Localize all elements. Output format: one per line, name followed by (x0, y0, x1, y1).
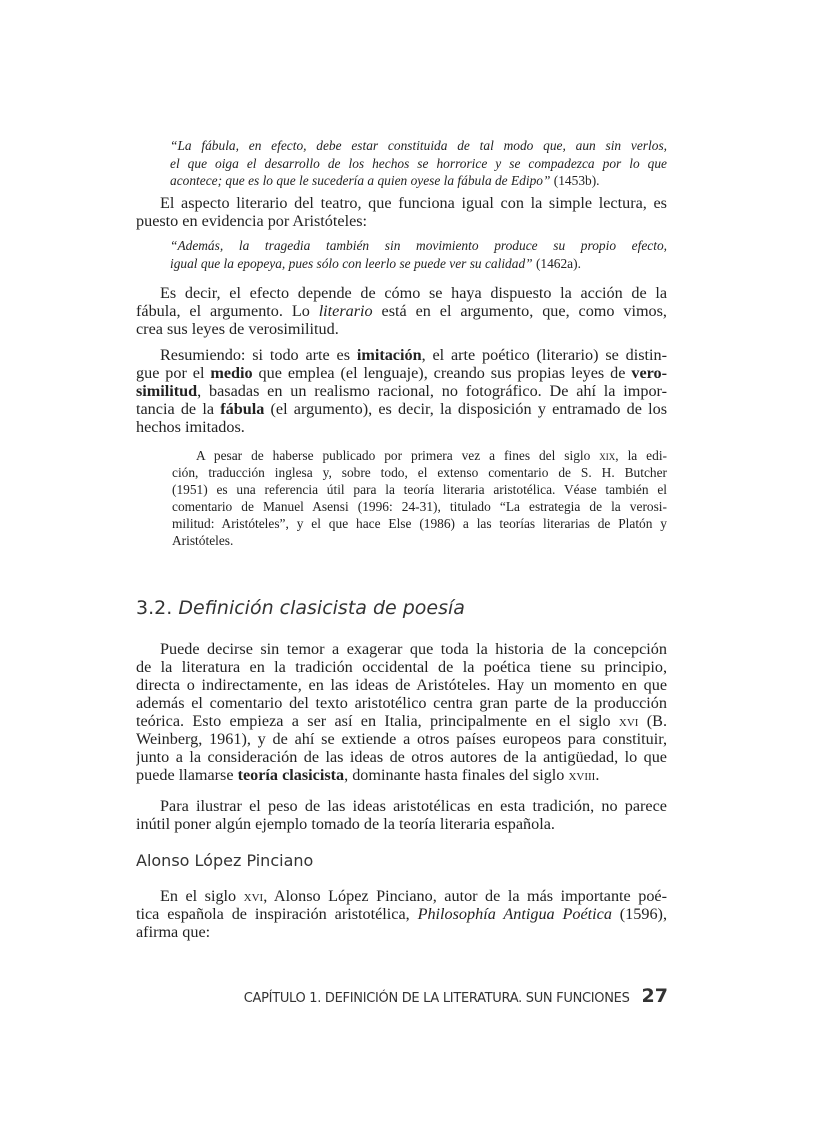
text-run: el que oiga el desarrollo de los hechos se horrorice y se compadezca por lo que (170, 155, 667, 171)
text-line (136, 658, 667, 676)
text-line (136, 887, 667, 905)
text-line (172, 532, 667, 549)
section-title: Definición clasicista de poesía (178, 597, 465, 619)
text-line (172, 447, 667, 464)
italic-text: literario (318, 302, 373, 320)
text-run: de la literatura en la tradición occidental de la poética tiene su principio, (136, 658, 667, 676)
paragraph (136, 797, 667, 833)
text-run: “La fábula, en efecto, debe estar constituida de tal modo que, aun sin verlos, (170, 138, 667, 153)
text-run: xviii (568, 766, 596, 784)
text-line (136, 748, 667, 766)
text-run: (1453b). (550, 173, 600, 188)
bold-text: medio (210, 364, 253, 382)
text-run: está en el argumento, que, como vimos, (372, 302, 667, 320)
text-run: gue por el (136, 364, 211, 382)
text-line (136, 766, 667, 784)
text-line (136, 923, 667, 941)
text-run: directa o indirectamente, en las ideas de Aristóteles. Hay un momento en que (136, 676, 667, 694)
paragraph (136, 887, 667, 941)
text-run: “Además, la tragedia también sin movimiento produce su propio efecto, (170, 238, 667, 253)
text-line (136, 905, 667, 923)
text-run: Es decir, el efecto depende de cómo se haya dispuesto la acción de la (160, 284, 667, 302)
text-line (136, 382, 667, 400)
text-line (170, 155, 667, 173)
text-line (136, 346, 667, 364)
text-line (170, 255, 667, 273)
paragraph (136, 640, 667, 784)
text-run: comentario de Manuel Asensi (1996: 24-31), titulado “La estrategia de la verosi- (172, 499, 667, 514)
text-run: crea sus leyes de verosimilitud. (136, 320, 339, 338)
text-line (136, 797, 667, 815)
text-line (136, 640, 667, 658)
text-run: , dominante hasta finales del siglo (344, 766, 569, 784)
bold-text: vero- (631, 364, 667, 382)
text-run: inútil poner algún ejemplo tomado de la teoría literaria española. (136, 815, 555, 833)
text-run: que emplea (el lenguaje), creando sus propias leyes de (252, 364, 632, 382)
note-paragraph (172, 447, 667, 549)
italic-text: Philosophía Antigua Poética (417, 905, 612, 923)
text-run: igual que la epopeya, pues sólo con leerlo se puede ver su calidad” (170, 255, 533, 271)
text-run: teórica. Esto empieza a ser así en Italia, principalmente en el siglo (136, 712, 619, 730)
section-heading (136, 597, 465, 619)
text-run: , la edi- (615, 448, 667, 463)
text-line (170, 172, 667, 190)
text-run: En el siglo (160, 887, 244, 905)
text-line (172, 498, 667, 515)
text-run: hechos imitados. (136, 418, 245, 436)
running-footer (240, 985, 668, 1007)
bold-text: imitación (356, 346, 422, 364)
text-run: Puede decirse sin temor a exagerar que toda la historia de la concepción (160, 640, 667, 658)
text-run: A pesar de haberse publicado por primera vez a fines del siglo (196, 448, 600, 463)
bold-text: fábula (220, 400, 265, 418)
chapter-title: CAPÍTULO 1. DEFINICIÓN DE LA LITERATURA. SUN FUNCIONES (243, 991, 630, 1006)
text-run: xvi (243, 887, 264, 905)
text-line (170, 237, 667, 255)
text-line (136, 194, 667, 212)
text-line (136, 694, 667, 712)
text-run: (1462a). (532, 255, 581, 271)
text-run: tica española de inspiración aristotélica, (136, 905, 418, 923)
block-quote (170, 237, 667, 272)
text-run: (1596), (611, 905, 667, 923)
text-line (136, 302, 667, 320)
text-run: xvi (618, 712, 639, 730)
text-line (136, 712, 667, 730)
block-quote (170, 137, 667, 190)
text-line (170, 137, 667, 155)
text-run: Resumiendo: si todo arte es (160, 346, 357, 364)
text-run: Para ilustrar el peso de las ideas aristotélicas en esta tradición, no parece (160, 797, 667, 815)
text-run: tancia de la (136, 400, 221, 418)
text-line (136, 284, 667, 302)
text-run: ción, traducción inglesa y, sobre todo, el extenso comentario de S. H. Butcher (172, 465, 667, 480)
text-run: xix (599, 448, 616, 463)
text-run: Aristóteles. (172, 533, 234, 548)
page-number: 27 (641, 985, 668, 1007)
text-line (172, 481, 667, 498)
text-run: (1951) es una referencia útil para la teoría literaria aristotélica. Véase también el (172, 482, 667, 497)
text-run: fábula, el argumento. Lo (136, 302, 319, 320)
text-line (136, 320, 667, 338)
text-line (172, 515, 667, 532)
text-line (136, 364, 667, 382)
text-run: , Alonso López Pinciano, autor de la más importante poé- (263, 887, 667, 905)
text-run: acontece; que es lo que le sucedería a quien oyese la fábula de Edipo” (170, 173, 551, 188)
paragraph (136, 284, 667, 338)
text-run: , el arte poético (literario) se distin- (421, 346, 667, 364)
text-run: El aspecto literario del teatro, que funciona igual con la simple lectura, es (160, 194, 667, 212)
paragraph (136, 194, 667, 230)
text-run: (el argumento), es decir, la disposición y entramado de los (264, 400, 667, 418)
text-run: Weinberg, 1961), y de ahí se extiende a otros países europeos para constituir, (136, 730, 667, 748)
text-line (136, 815, 667, 833)
text-run: puesto en evidencia por Aristóteles: (136, 212, 368, 230)
text-run: además el comentario del texto aristotélico centra gran parte de la producción (136, 694, 667, 712)
bold-text: similitud (136, 382, 198, 400)
text-line (136, 212, 667, 230)
text-run: , basadas en un realismo racional, no fotográfico. De ahí la impor- (197, 382, 667, 400)
text-run: puede llamarse (136, 766, 238, 784)
text-run: junto a la consideración de las ideas de otros autores de la antigüedad, lo que (136, 748, 667, 766)
text-run: afirma que: (136, 923, 211, 941)
text-line (136, 418, 667, 436)
text-run: (B. (638, 712, 667, 730)
text-line (136, 676, 667, 694)
section-number: 3.2. (136, 597, 173, 619)
bold-text: teoría clasicista (237, 766, 345, 784)
text-line (172, 464, 667, 481)
text-run: . (595, 766, 600, 784)
paragraph (136, 346, 667, 436)
text-run: militud: Aristóteles”, y el que hace Else (1986) a las teorías literarias de Platón y (172, 516, 667, 531)
text-line (136, 730, 667, 748)
subheading: Alonso López Pinciano (136, 851, 314, 870)
text-line (136, 400, 667, 418)
